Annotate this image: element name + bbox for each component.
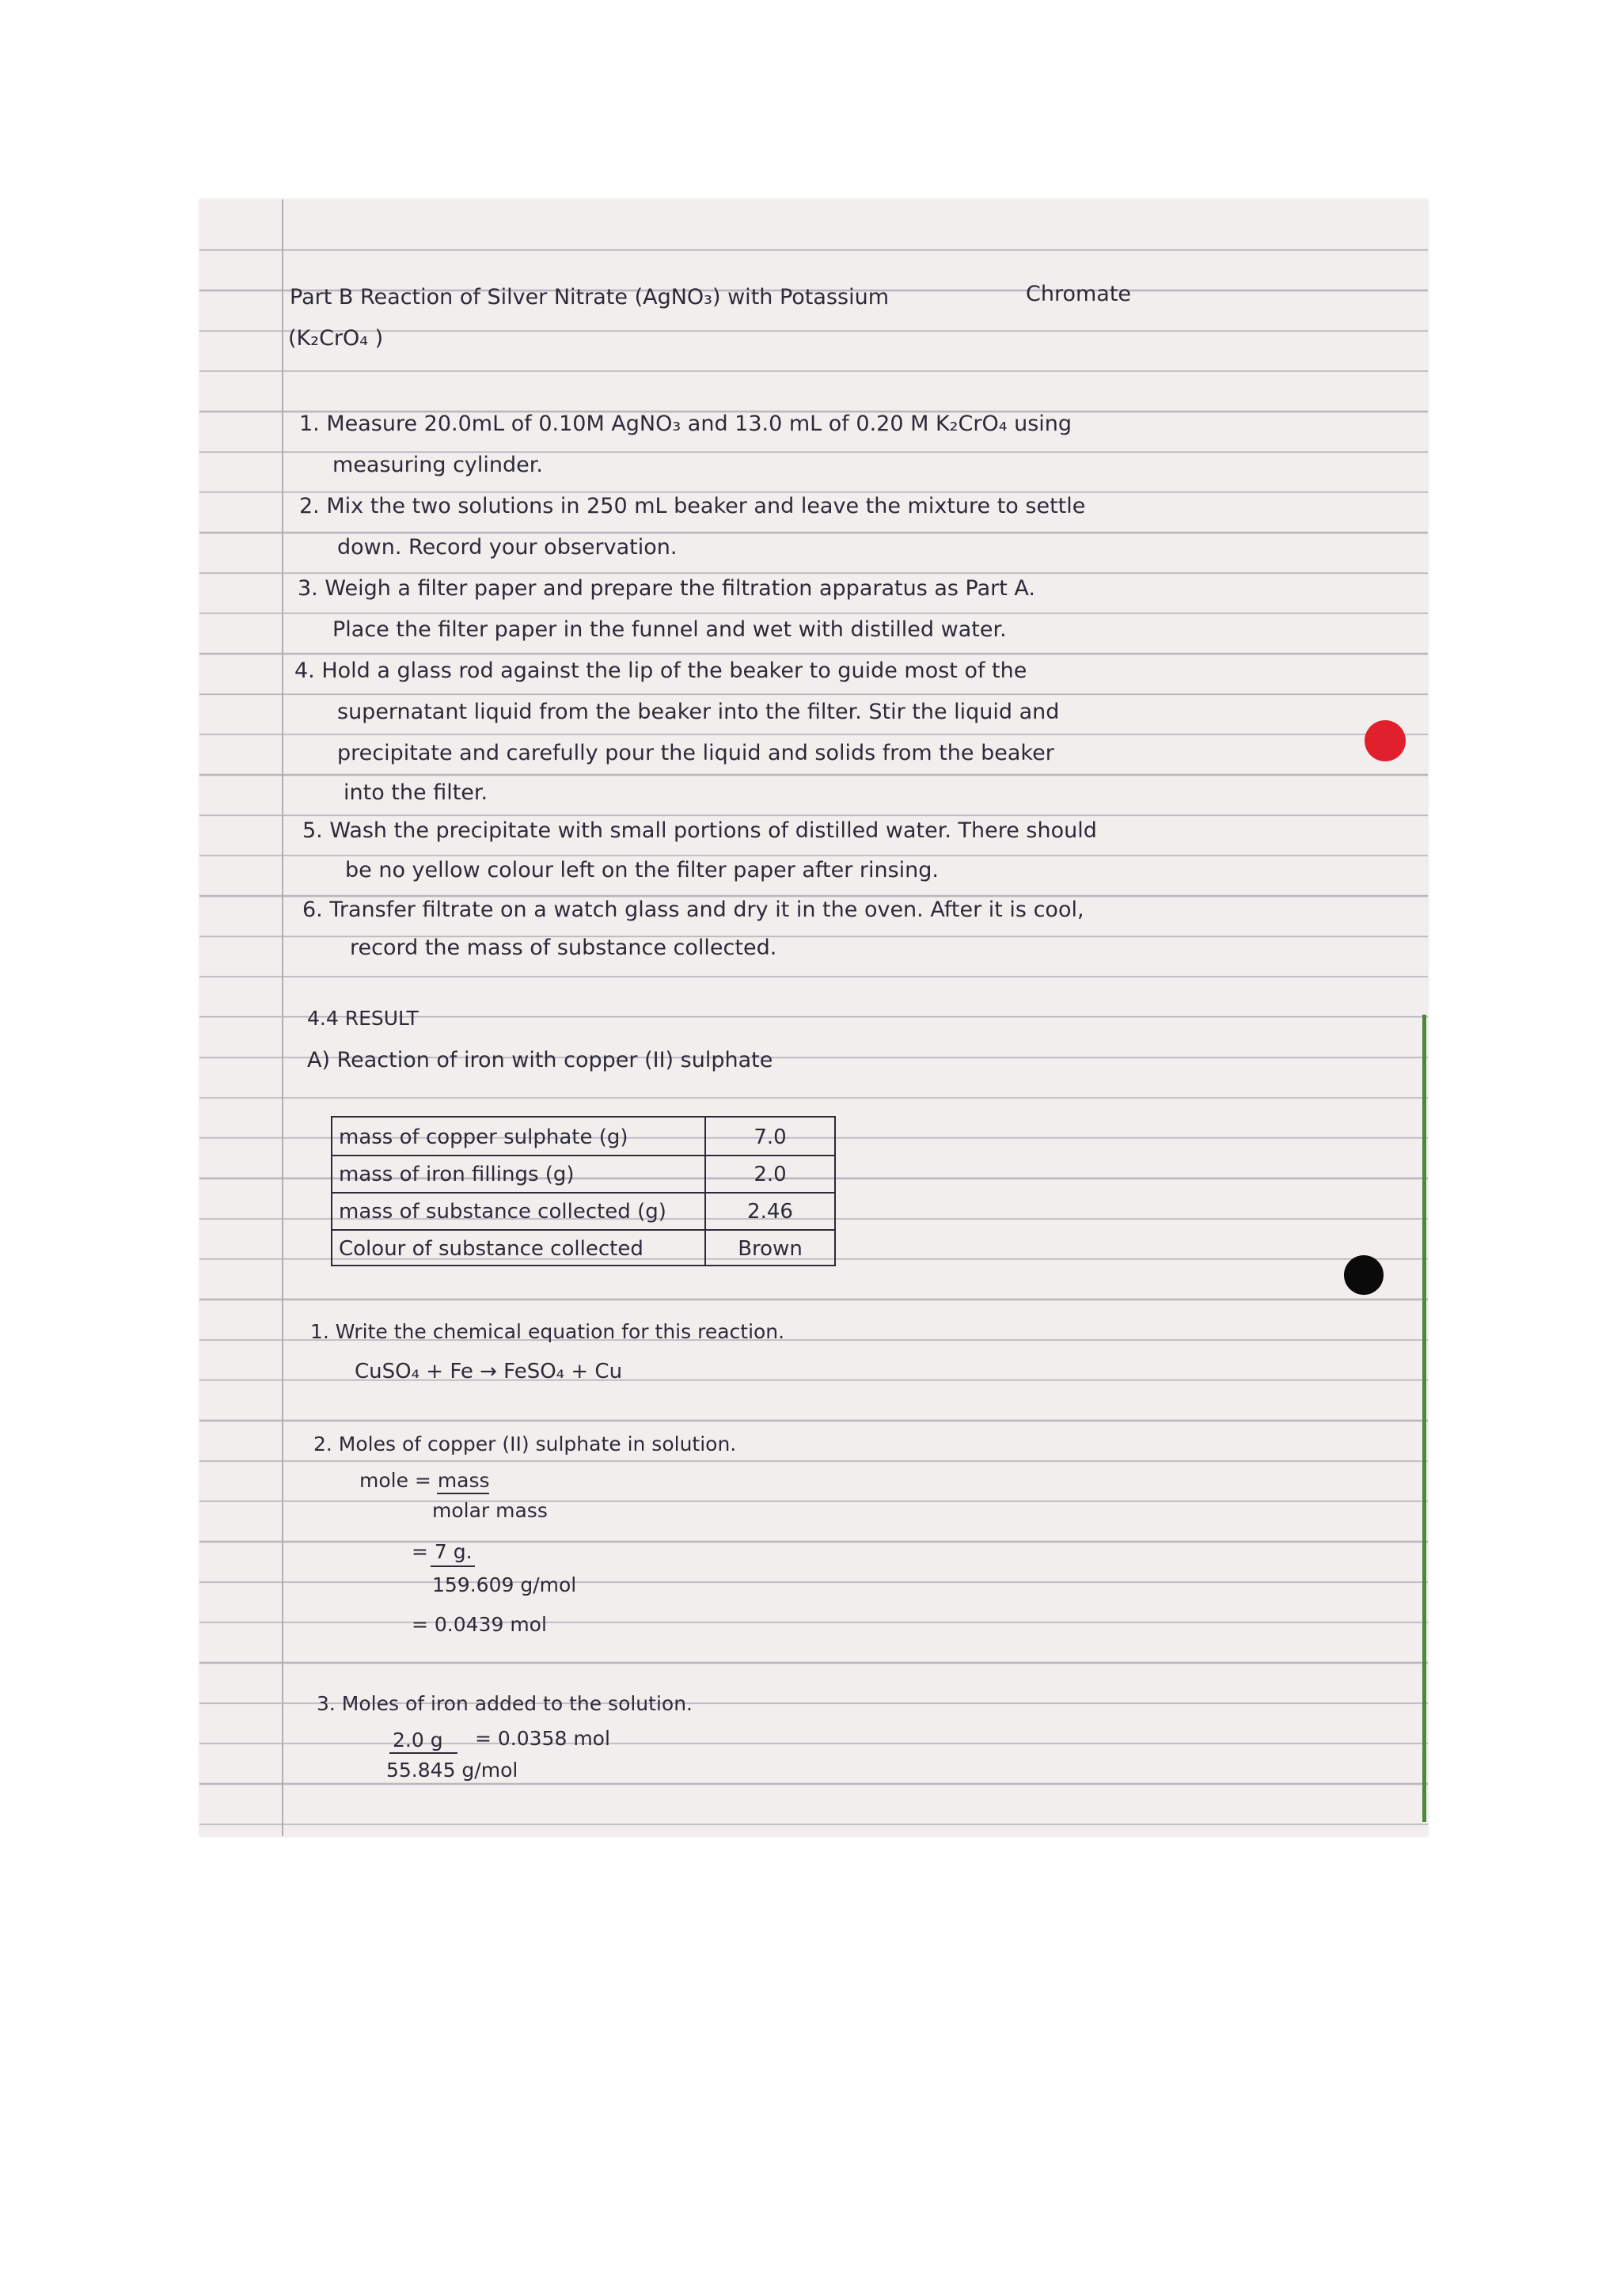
step-5-cont: be no yellow colour left on the filter paper after rinsing. bbox=[345, 858, 940, 882]
step-3-cont: Place the filter paper in the funnel and wet with distilled water. bbox=[332, 617, 1007, 642]
q2-mole-formula: mole = mass bbox=[359, 1469, 490, 1492]
step-3: 3. Weigh a filter paper and prepare the filtration apparatus as Part A. bbox=[298, 576, 1036, 601]
q3-numerator: 2.0 g bbox=[393, 1729, 443, 1751]
table-cell-label: Colour of substance collected bbox=[339, 1237, 643, 1261]
title-line-2: (K₂CrO₄ ) bbox=[288, 326, 384, 351]
title-chromate: Chromate bbox=[1026, 282, 1132, 306]
step-4-cont-1: supernatant liquid from the beaker into the filter. Stir the liquid and bbox=[337, 700, 1060, 724]
q2-result: = 0.0439 mol bbox=[412, 1613, 547, 1636]
step-6-cont: record the mass of substance collected. bbox=[350, 935, 777, 960]
question-3: 3. Moles of iron added to the solution. bbox=[317, 1692, 693, 1715]
table-cell-label: mass of substance collected (g) bbox=[339, 1200, 666, 1224]
q2-numerator: = 7 g. bbox=[412, 1540, 473, 1563]
step-6: 6. Transfer filtrate on a watch glass and dry it in the oven. After it is cool, bbox=[302, 898, 1084, 922]
result-heading: 4.4 RESULT bbox=[307, 1007, 419, 1030]
table-row bbox=[332, 1229, 834, 1266]
title-line-1: Part B Reaction of Silver Nitrate (AgNO₃) with Potassium bbox=[290, 285, 889, 309]
notebook-page bbox=[199, 199, 1428, 1836]
q2-formula-bar bbox=[437, 1493, 489, 1494]
q2-fraction-bar bbox=[431, 1565, 475, 1567]
step-4-cont-2: precipitate and carefully pour the liquid and solids from the beaker bbox=[337, 741, 1054, 765]
q3-fraction-bar bbox=[389, 1752, 457, 1754]
table-row bbox=[332, 1155, 834, 1194]
table-cell-label: mass of iron fillings (g) bbox=[339, 1163, 575, 1186]
results-table bbox=[331, 1116, 836, 1266]
table-cell-value: Brown bbox=[738, 1237, 803, 1261]
step-1: 1. Measure 20.0mL of 0.10M AgNO₃ and 13.0 mL of 0.20 M K₂CrO₄ using bbox=[299, 412, 1072, 436]
page-edge bbox=[1422, 1015, 1426, 1822]
step-4: 4. Hold a glass rod against the lip of the beaker to guide most of the bbox=[294, 658, 1027, 683]
table-divider bbox=[704, 1118, 706, 1265]
margin-line bbox=[282, 199, 283, 1836]
q2-denominator: 159.609 g/mol bbox=[432, 1573, 577, 1596]
step-2: 2. Mix the two solutions in 250 mL beaker and leave the mixture to settle bbox=[299, 494, 1086, 518]
q3-result: = 0.0358 mol bbox=[475, 1727, 610, 1750]
black-dot-marker bbox=[1344, 1255, 1384, 1295]
table-row bbox=[332, 1192, 834, 1231]
red-dot-marker bbox=[1365, 720, 1406, 761]
q3-denominator: 55.845 g/mol bbox=[386, 1759, 518, 1782]
section-a-heading: A) Reaction of iron with copper (II) sulphate bbox=[307, 1048, 773, 1072]
question-2: 2. Moles of copper (II) sulphate in solution. bbox=[313, 1433, 737, 1455]
question-1-equation: CuSO₄ + Fe → FeSO₄ + Cu bbox=[355, 1360, 623, 1383]
table-row bbox=[332, 1118, 834, 1156]
question-1: 1. Write the chemical equation for this reaction. bbox=[310, 1320, 785, 1343]
table-cell-label: mass of copper sulphate (g) bbox=[339, 1125, 628, 1149]
step-1-cont: measuring cylinder. bbox=[332, 453, 543, 477]
step-5: 5. Wash the precipitate with small portions of distilled water. There should bbox=[302, 818, 1097, 843]
step-2-cont: down. Record your observation. bbox=[337, 535, 678, 560]
step-4-cont-3: into the filter. bbox=[344, 780, 488, 805]
table-cell-value: 2.46 bbox=[747, 1200, 793, 1224]
table-cell-value: 7.0 bbox=[754, 1125, 787, 1149]
q2-molar-mass: molar mass bbox=[432, 1499, 548, 1522]
table-cell-value: 2.0 bbox=[754, 1163, 787, 1186]
